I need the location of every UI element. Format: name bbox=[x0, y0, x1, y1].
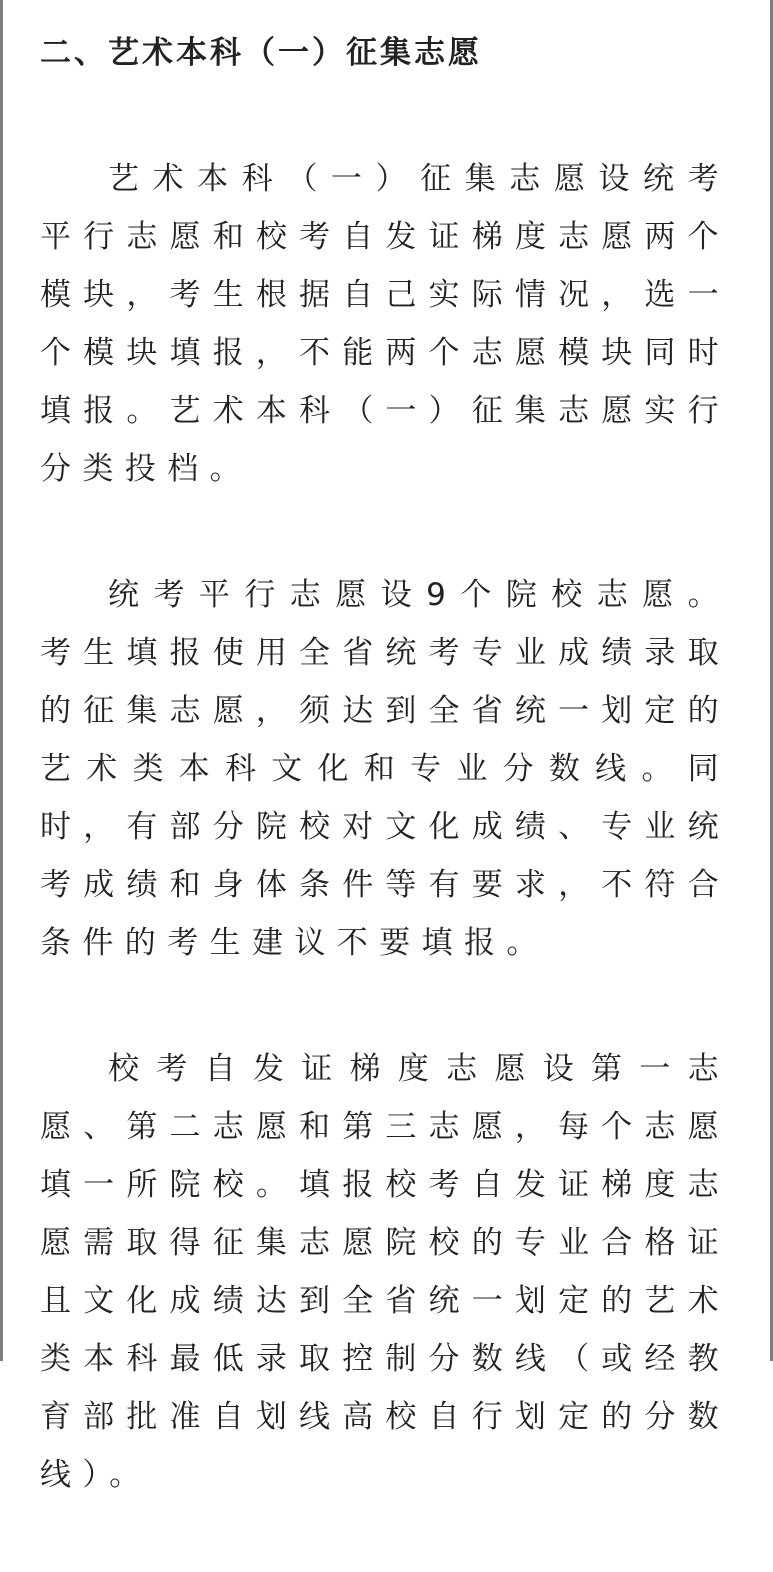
paragraph-modules: 艺术本科（一）征集志愿设统考平行志愿和校考自发证梯度志愿两个模块，考生根据自己实际情况，选一个模块填报，不能两个志愿模块同时填报。艺术本科（一）征集志愿实行分类投档。 bbox=[40, 161, 730, 487]
paragraph-school-exam: 校考自发证梯度志愿设第一志愿、第二志愿和第三志愿，每个志愿填一所院校。填报校考自发证梯度志愿需取得征集志愿院校的专业合格证且文化成绩达到全省统一划定的艺术类本科最低录取控制分数线（或经教育部批准自划线高校自行划定的分数线）。 bbox=[40, 1051, 730, 1493]
section-heading: 二、艺术本科（一）征集志愿 bbox=[40, 35, 482, 71]
article-body bbox=[40, 30, 730, 1572]
paragraph-unified-exam: 统考平行志愿设9个院校志愿。考生填报使用全省统考专业成绩录取的征集志愿，须达到全省统一划定的艺术类本科文化和专业分数线。同时，有部分院校对文化成绩、专业统考成绩和身体条件等有要求，不符合条件的考生建议不要填报。 bbox=[40, 577, 730, 961]
